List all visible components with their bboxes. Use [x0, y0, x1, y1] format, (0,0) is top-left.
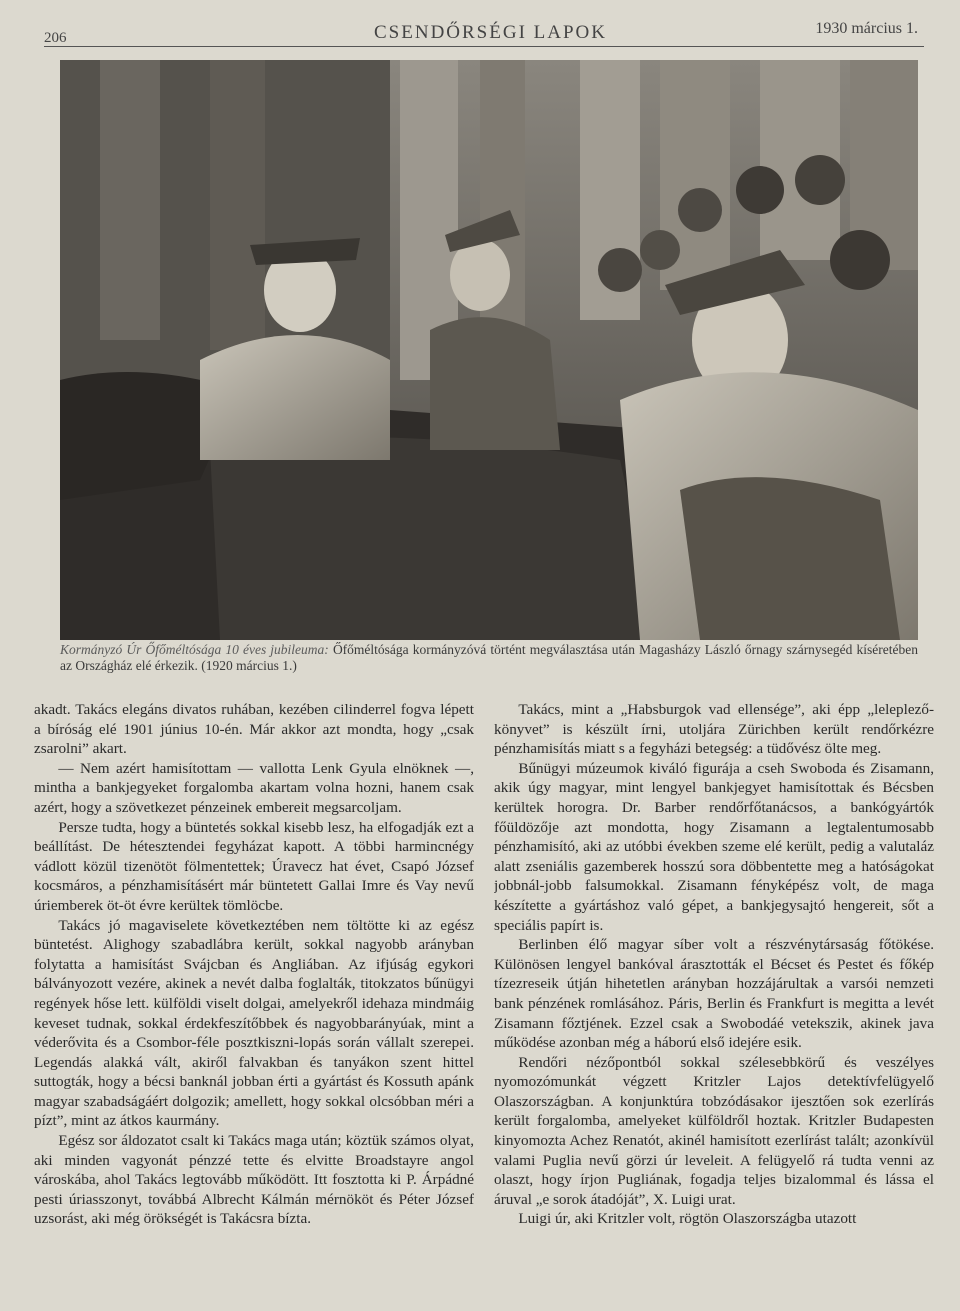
page-header — [44, 18, 924, 47]
paragraph: Takács, mint a „Habsburgok vad ellensége”, aki épp „leleplező-könyvet” is készült írni, utoljára Zürichben került rendőrkézre pénzhamisítás miatt s a fegyházi betegség: a tüdővész ölte meg. — [494, 701, 934, 758]
caption-text: Őfőméltósága kormányzóvá történt megválasztása után Magasházy László őrnagy szárnysegéd kíséretében az Országház elé érkezik. (1920 március 1.) — [60, 642, 919, 673]
issue-date: 1930 március 1. — [815, 20, 918, 37]
paragraph: — Nem azért hamisítottam — vallotta Lenk Gyula elnöknek —, mintha a bankjegyeket forgalomba akartam volna hozni, hanem csak azért, hogy a szövetkezet pénzeinek embereit megsarcoljam. — [34, 759, 474, 816]
photo-caption — [60, 642, 918, 674]
paragraph: Bűnügyi múzeumok kiváló figurája a cseh Swoboda és Zisamann, akik úgy magyar, mint lengyel bankjegyet hamisítottak és Bécsben kerültek horogra. Dr. Barber rendőrfőtanácsos, a bankógyártók főüldözője azt mondotta, hogy Zisamann a legtalentumosabb pénzhamisító, aki az utóbbi években szeme elé került, pedig a valutaláz alatt zseniális gazemberek hosszú sora döbbentette meg a hatóságokat jobbnál-jobb falsumokkal. Zisamann fényképész volt, de maga készítette a gyártáshoz való gépet, a bankjegysajtó hengereit, sőt a speciális papírt is. — [494, 759, 934, 934]
archival-photograph — [60, 60, 918, 640]
paragraph: Egész sor áldozatot csalt ki Takács maga után; köztük számos olyat, aki minden vagyonát pénzzé tette és elvitte Broadstayre angol városkába, ahol Takács legtovább működött. Itt fosztotta ki P. Árpádné pesti úriasszonyt, továbbá Albrecht Kálmán mérnököt és Péter József uzsorást, aki még örökségét is Takácsra bízta. — [34, 1132, 474, 1228]
paragraph: Takács jó magaviselete következtében nem töltötte ki az egész büntetést. Alighogy szabadlábra került, sokkal nagyobb arányban folytatta a hamisítást Svájcban és Angliában. Az ifjúság egykori bálványozott vezére, akinek a nevét dalba foglalták, titokzatos bűnügyi regények hőse lett. külföldi viselt dolgai, amelyekről idehaza mindmáig keveset tudnak, sokkal érdekfeszítőbbek és nagyobbarányúak, mint a véderővita és a Csombor-féle posztkiszni-lopás során vállalt szerepei. Legendás alakká vált, akiről falvakban és tanyákon szent hittel suttogták, hogy a bécsi banknál jobban érti a gyártást és Kossuth apánk magyar szabadságáért dolgozik; amellett, hogy sokkal olcsóbban méri a pízt”, mint az átkos kaurmány. — [34, 916, 474, 1130]
paragraph: Berlinben élő magyar síber volt a részvénytársaság főtökése. Különösen lengyel bankóval árasztották el Bécset és Pestet és főkép tízezreseik útján hihetetlen arányban hozzájárultak a varsói nemzeti bank pénzének romlásához. Páris, Berlin és Frankfurt is megitta a levét Zisamann főztjének. Ezzel csak a Swobodáé vetekszik, akinek java működése azonban még a háború első idejére esik. — [494, 936, 934, 1052]
paragraph: Rendőri nézőpontból sokkal szélesebbkörű és veszélyes nyomozómunkát végzett Kritzler Lajos detektívfelügyelő Olaszországban. A konjunktúra tobzódásakor ijesztően sok ezerlírás került forgalomba, amelyeket külföldről hoztak. Kritzler Budapesten kinyomozta Achez Renatót, akinél hamisított ezerlírást talált; azonkívül valami Puglia nevű görzi úr leveleit. A felügyelő rá tudta venni az olaszt, hogy írjon Pugliának, fogadja teljes bizalommal és lássa el áruval „e sorok átadóját”, X. Luigi urat. — [494, 1053, 934, 1208]
article-column-left — [34, 700, 474, 1301]
article-column-right — [494, 700, 934, 1301]
caption-lead: Kormányzó Úr Őfőméltósága 10 éves jubileuma: — [60, 642, 329, 657]
photo-illustration — [60, 60, 918, 640]
page-number: 206 — [44, 30, 67, 46]
paragraph: akadt. Takács elegáns divatos ruhában, kezében cilinderrel fogva lépett a bíróság elé 1901 június 10-én. Már akkor azt mondta, hogy „csak zsarolni” akart. — [34, 701, 474, 758]
journal-title: CSENDŐRSÉGI LAPOK — [374, 22, 607, 43]
paragraph: Luigi úr, aki Kritzler volt, rögtön Olaszországba utazott — [518, 1210, 857, 1228]
paragraph: Persze tudta, hogy a büntetés sokkal kisebb lesz, ha elfogadják ezt a beállítást. De hétesztendei fegyházat kapott. A többi harmincnégy vádlott közül tizenötöt fölmentettek; Úravecz hat évet, Csapó József kocsmáros, a pénzhamisításért már büntetett Gallai Imre és Vay nevű úriemberek öt-öt évre kerültek tömlöcbe. — [34, 818, 474, 914]
